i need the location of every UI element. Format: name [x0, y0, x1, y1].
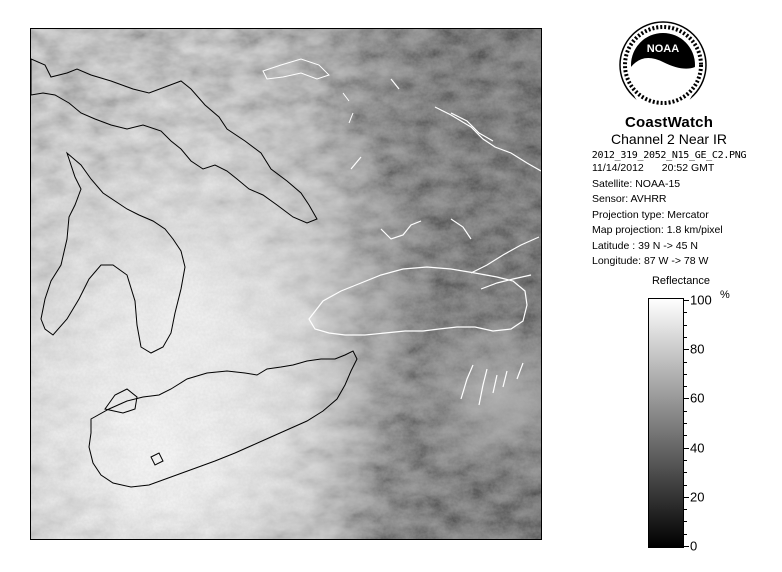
colorbar-minor-tick — [684, 521, 687, 522]
sensor-text: Sensor: AVHRR — [592, 193, 667, 205]
noaa-logo-icon — [618, 20, 708, 110]
map-projection-text: Map projection: 1.8 km/pixel — [592, 224, 723, 236]
colorbar-minor-tick — [684, 472, 687, 473]
filename: 2012_319_2052_N15_GE_C2.PNG — [591, 150, 747, 161]
colorbar-ticks — [684, 292, 764, 554]
colorbar-minor-tick — [684, 374, 687, 375]
projection-type-text: Projection type: Mercator — [592, 208, 709, 221]
colorbar-tick-mark — [684, 349, 689, 350]
logo-area — [566, 20, 772, 112]
colorbar-tick-mark — [684, 546, 689, 547]
colorbar-minor-tick — [684, 534, 687, 535]
brand-title: CoastWatch — [624, 114, 714, 131]
colorbar-tick-mark — [684, 448, 689, 449]
colorbar-minor-tick — [684, 325, 687, 326]
scale-title: Reflectance — [651, 274, 711, 287]
colorbar-tick-label: 0 — [690, 538, 698, 554]
colorbar-tick-mark — [684, 300, 689, 301]
colorbar-tick-mark — [684, 398, 689, 399]
colorbar-minor-tick — [684, 411, 687, 412]
colorbar-minor-tick — [684, 485, 687, 486]
colorbar-minor-tick — [684, 337, 687, 338]
colorbar-tick-mark — [684, 497, 689, 498]
colorbar-minor-tick — [684, 386, 687, 387]
metadata-list — [566, 161, 772, 270]
colorbar-tick-label: 80 — [690, 341, 705, 357]
channel-title: Channel 2 Near IR — [611, 131, 727, 147]
colorbar-tick-label: 40 — [690, 440, 705, 456]
colorbar-tick-label: 20 — [690, 489, 705, 505]
info-panel — [566, 20, 772, 287]
satellite-text: Satellite: NOAA-15 — [592, 177, 681, 190]
colorbar-minor-tick — [684, 312, 687, 313]
colorbar — [648, 298, 684, 548]
colorbar-minor-tick — [684, 362, 687, 363]
datetime-row — [592, 161, 772, 177]
satellite-imagery-svg — [31, 29, 541, 539]
colorbar-minor-tick — [684, 435, 687, 436]
scale-unit: % — [720, 289, 730, 301]
colorbar-minor-tick — [684, 423, 687, 424]
colorbar-minor-tick — [684, 509, 687, 510]
colorbar-tick-label: 60 — [690, 390, 705, 406]
latitude-text: Latitude : 39 N -> 45 N — [592, 239, 698, 252]
colorbar-minor-tick — [684, 460, 687, 461]
time-text: 20:52 GMT — [661, 162, 715, 174]
longitude-text: Longitude: 87 W -> 78 W — [592, 255, 709, 267]
satellite-image — [30, 28, 542, 540]
colorbar-tick-label: 100 — [690, 292, 712, 308]
logo-center-text: NOAA — [646, 43, 680, 55]
date-text: 11/14/2012 — [592, 162, 644, 174]
